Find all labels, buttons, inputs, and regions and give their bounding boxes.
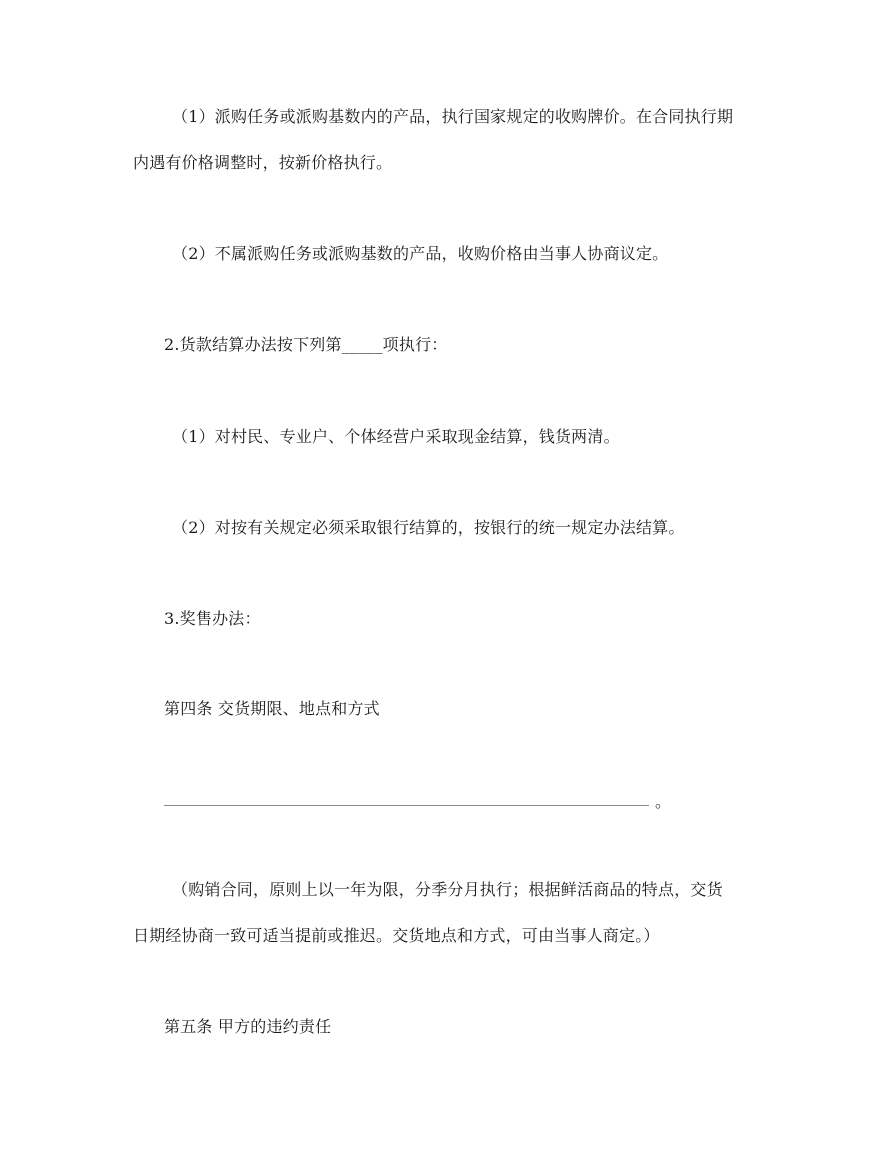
paragraph-sales-incentive: 3.奖售办法： — [164, 609, 261, 628]
paragraph-delivery-note-line-1: （购销合同，原则上以一年为限，分季分月执行；根据鲜活商品的特点，交货 — [172, 880, 723, 899]
article-4-heading: 第四条 交货期限、地点和方式 — [164, 699, 380, 718]
blank-line-period: 。 — [655, 792, 672, 811]
paragraph-cash-settlement: （1）对村民、专业户、个体经营户采取现金结算，钱货两清。 — [172, 427, 620, 446]
fill-in-blank-line — [164, 805, 649, 806]
paragraph-bank-settlement: （2）对按有关规定必须采取银行结算的，按银行的统一规定办法结算。 — [172, 518, 685, 537]
article-5-heading: 第五条 甲方的违约责任 — [164, 1017, 332, 1036]
paragraph-delivery-note-line-2: 日期经协商一致可适当提前或推迟。交货地点和方式，可由当事人商定。） — [133, 926, 660, 945]
paragraph-non-quota-price: （2）不属派购任务或派购基数的产品，收购价格由当事人协商议定。 — [172, 244, 669, 263]
paragraph-price-line-2: 内遇有价格调整时，按新价格执行。 — [133, 153, 393, 172]
paragraph-payment-method: 2.货款结算办法按下列第_____项执行： — [164, 335, 448, 354]
paragraph-price-line-1: （1）派购任务或派购基数内的产品，执行国家规定的收购牌价。在合同执行期 — [172, 107, 734, 126]
